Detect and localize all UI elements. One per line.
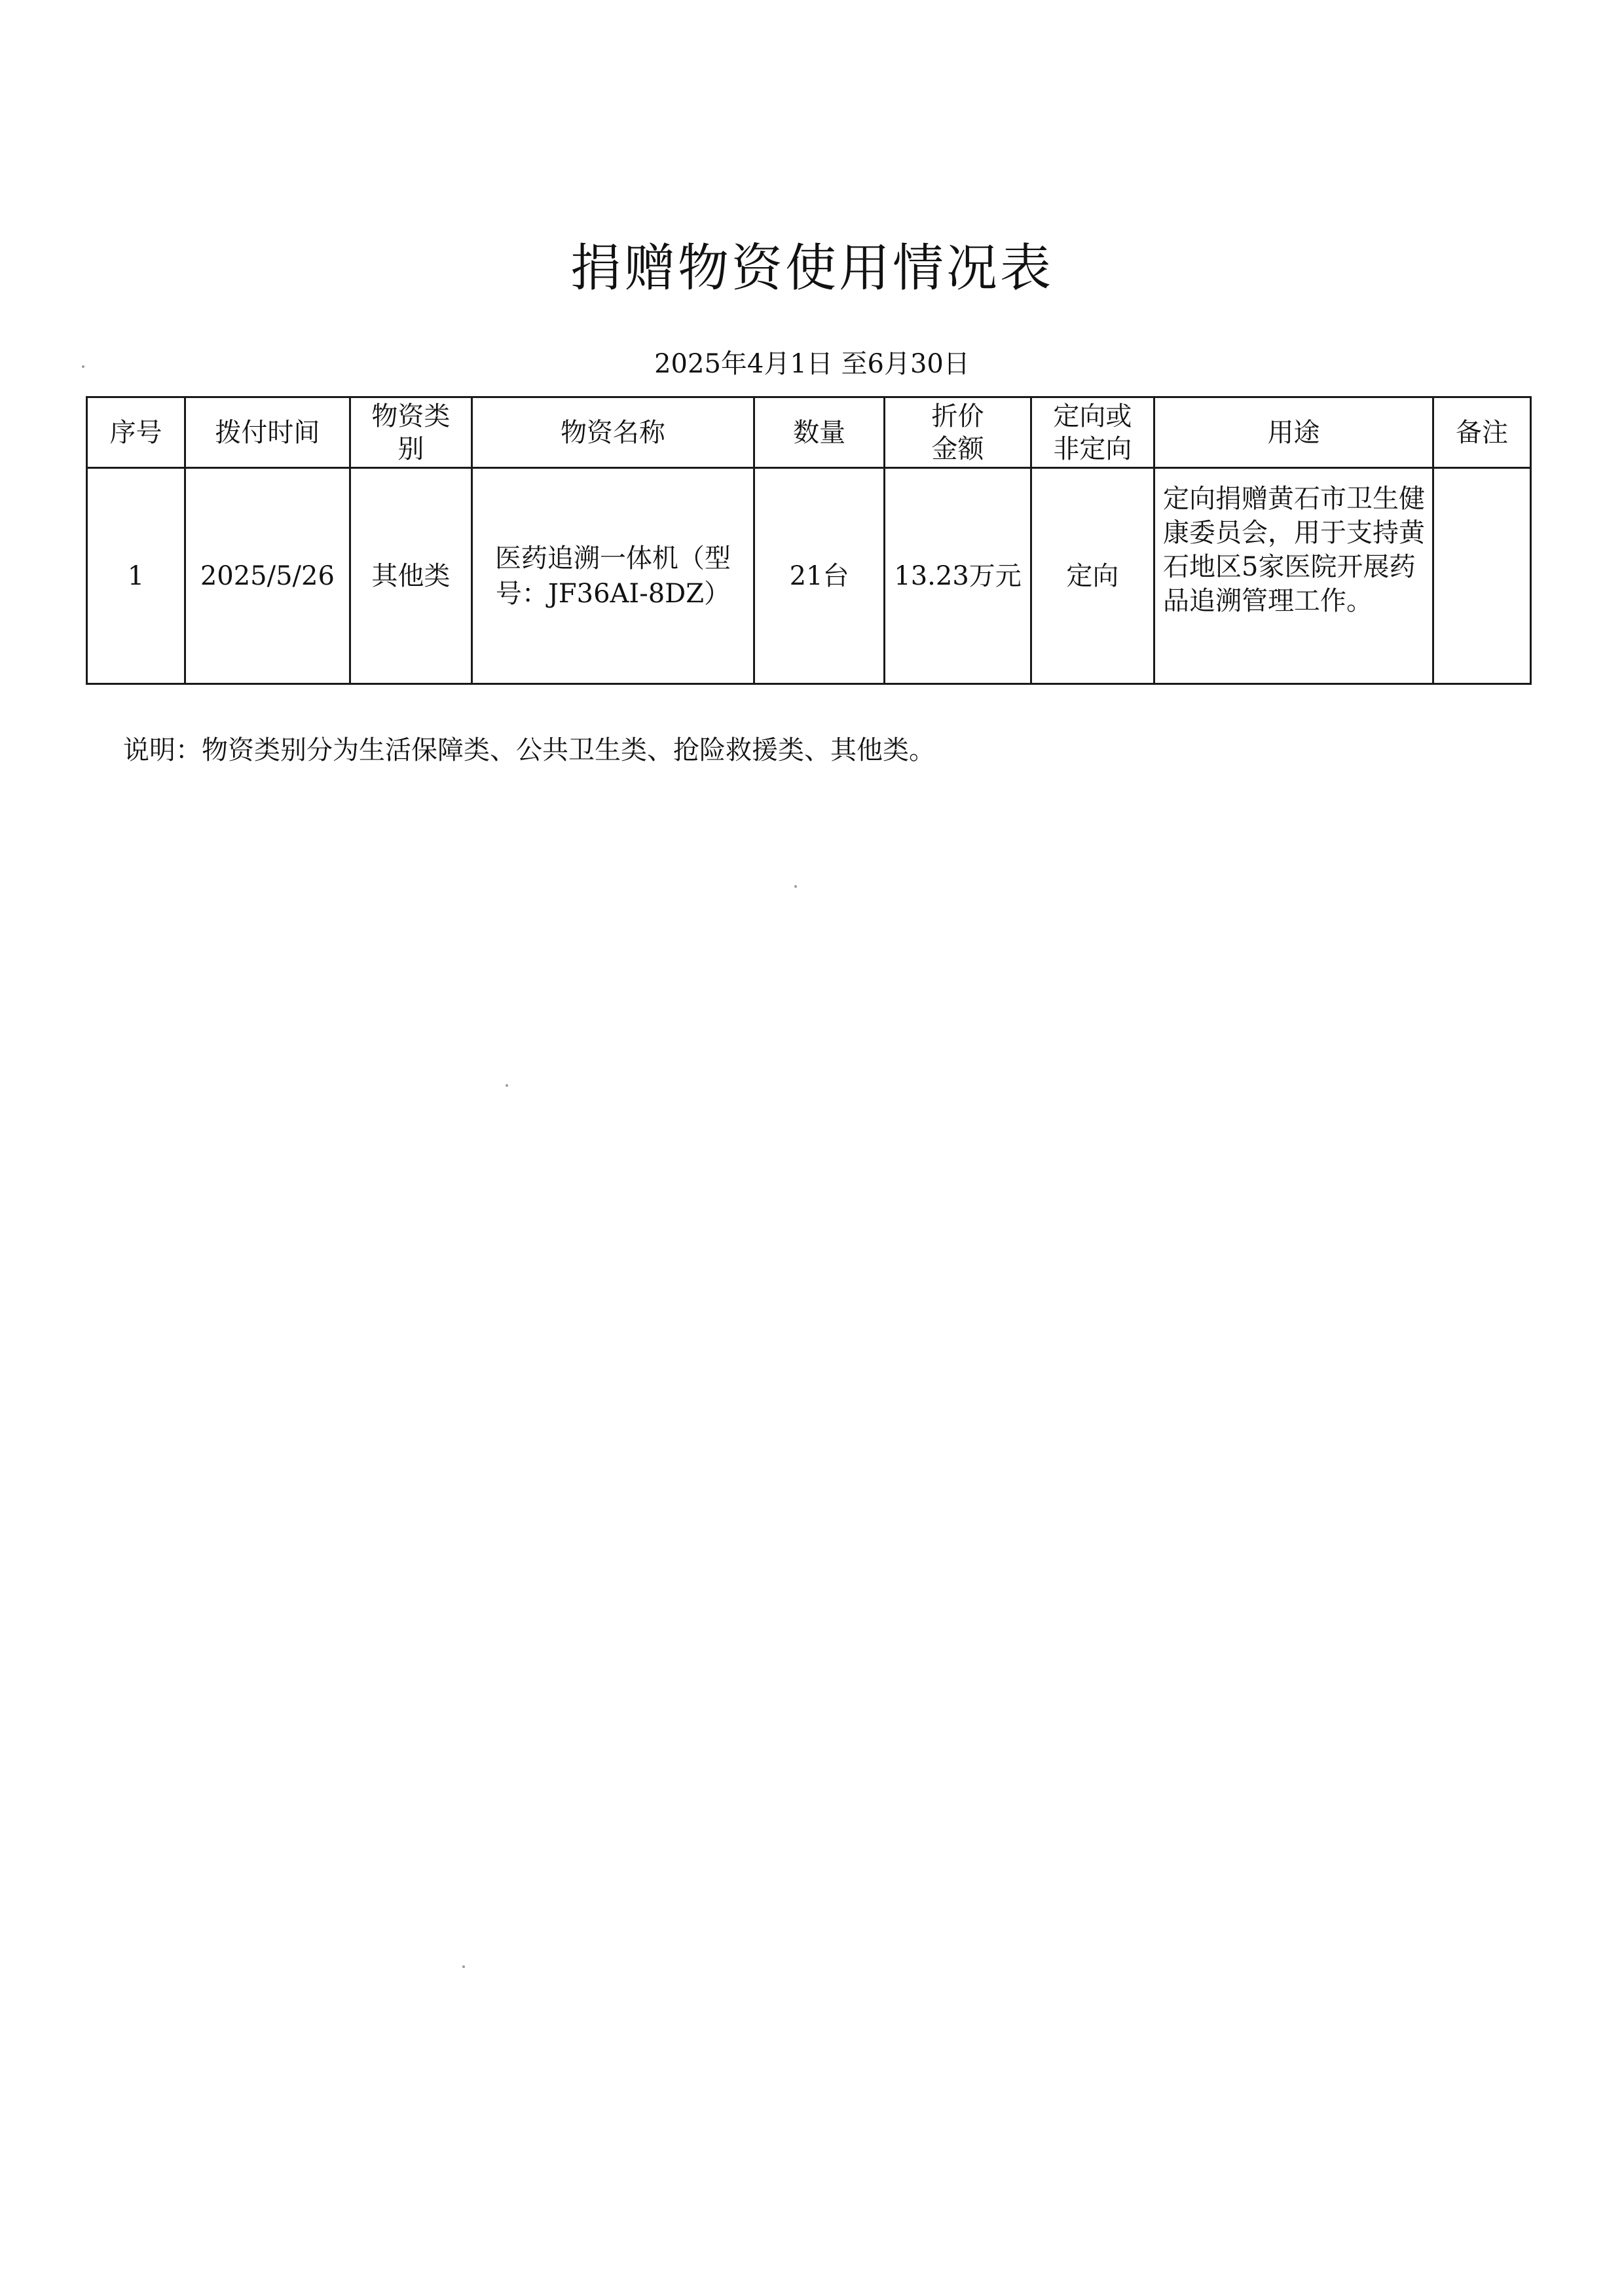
header-date: 拨付时间 xyxy=(185,397,350,468)
cell-quantity: 21台 xyxy=(754,468,884,684)
cell-category: 其他类 xyxy=(350,468,471,684)
usage-table xyxy=(86,396,1532,685)
cell-directed: 定向 xyxy=(1031,468,1154,684)
header-category: 物资类别 xyxy=(350,397,471,468)
scan-speck xyxy=(462,1965,465,1968)
header-remarks: 备注 xyxy=(1433,397,1530,468)
cell-date: 2025/5/26 xyxy=(185,468,350,684)
header-quantity: 数量 xyxy=(754,397,884,468)
page-title: 捐赠物资使用情况表 xyxy=(570,239,1054,298)
header-name: 物资名称 xyxy=(471,397,754,468)
cell-purpose: 定向捐赠黄石市卫生健康委员会，用于支持黄石地区5家医院开展药品追溯管理工作。 xyxy=(1154,468,1433,684)
header-directed: 定向或非定向 xyxy=(1031,397,1154,468)
header-value: 折价金额 xyxy=(885,397,1031,468)
cell-name: 医药追溯一体机（型号：JF36AI-8DZ） xyxy=(471,468,754,684)
cell-remarks xyxy=(1433,468,1530,684)
header-purpose: 用途 xyxy=(1154,397,1433,468)
explanatory-note: 说明：物资类别分为生活保障类、公共卫生类、抢险救援类、其他类。 xyxy=(123,735,935,765)
scan-speck xyxy=(506,1084,508,1087)
cell-seq: 1 xyxy=(87,468,185,684)
scan-speck xyxy=(82,365,84,368)
date-range: 2025年4月1日 至6月30日 xyxy=(654,349,970,379)
table-row xyxy=(87,468,1531,684)
scan-speck xyxy=(794,885,797,888)
header-row xyxy=(87,397,1531,468)
header-seq: 序号 xyxy=(87,397,185,468)
cell-value: 13.23万元 xyxy=(885,468,1031,684)
